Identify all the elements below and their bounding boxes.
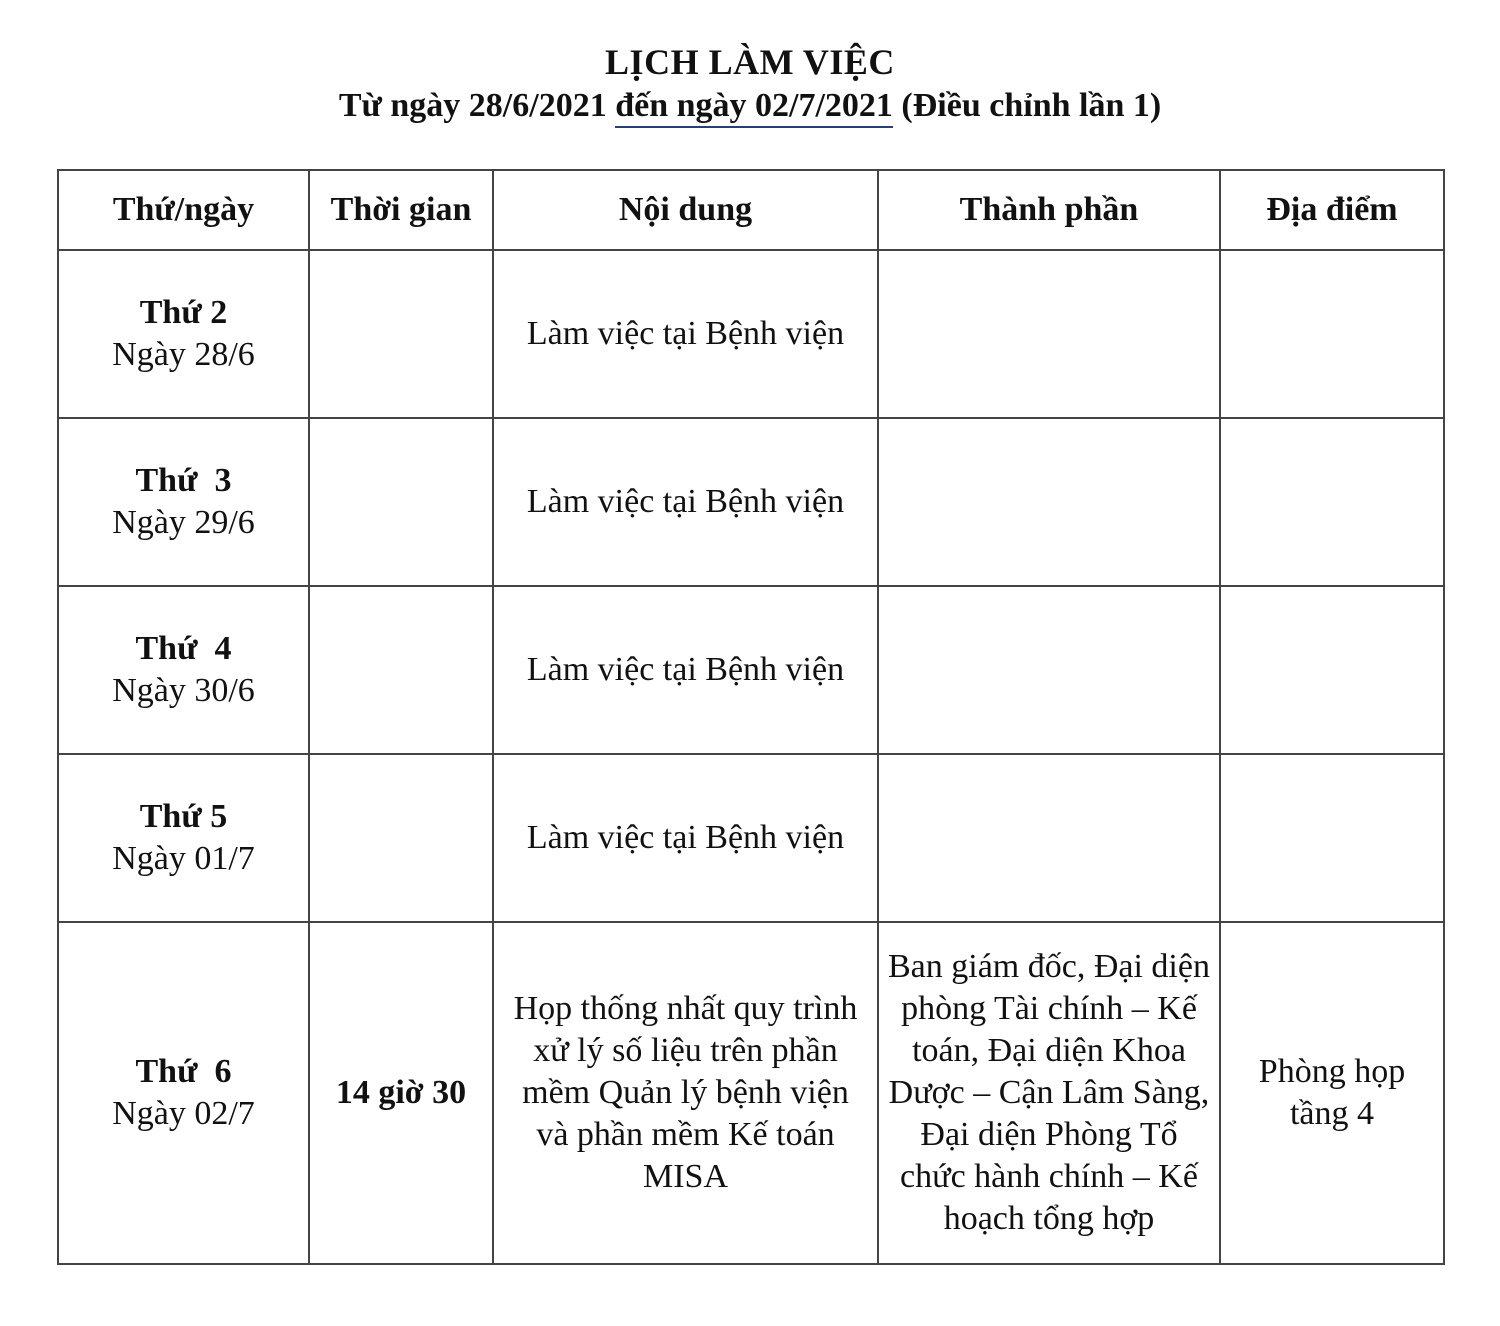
header-day: Thứ/ngày (58, 170, 309, 250)
header-content: Nội dung (493, 170, 878, 250)
cell-participants: Ban giám đốc, Đại diện phòng Tài chính – Kế toán, Đại diện Khoa Dược – Cận Lâm Sàng, Đại diện Phòng Tổ chức hành chính – Kế hoạch tổng hợp (878, 922, 1220, 1264)
table-header-row (58, 170, 1444, 250)
table-row (58, 418, 1444, 586)
subtitle-end: (Điều chỉnh lần 1) (892, 87, 1162, 124)
day-date: Ngày 30/6 (112, 672, 255, 709)
cell-time (309, 586, 493, 754)
header-location: Địa điểm (1220, 170, 1444, 250)
day-name: Thứ 5 (139, 798, 228, 835)
cell-content: Họp thống nhất quy trình xử lý số liệu trên phần mềm Quản lý bệnh viện và phần mềm Kế toán MISA (493, 922, 878, 1264)
subtitle-underlined: đến ngày 02/7/2021 (615, 87, 893, 128)
cell-participants (878, 418, 1220, 586)
cell-content: Làm việc tại Bệnh viện (493, 754, 878, 922)
cell-location: Phòng họp tầng 4 (1220, 922, 1444, 1264)
table-row (58, 754, 1444, 922)
cell-time (309, 250, 493, 418)
cell-location (1220, 586, 1444, 754)
cell-day (58, 250, 309, 418)
header-participants: Thành phần (878, 170, 1220, 250)
cell-day (58, 922, 309, 1264)
day-name: Thứ 6 (135, 1053, 232, 1090)
cell-content: Làm việc tại Bệnh viện (493, 586, 878, 754)
cell-time (309, 418, 493, 586)
day-date: Ngày 01/7 (112, 840, 255, 877)
cell-location (1220, 418, 1444, 586)
day-name: Thứ 3 (135, 462, 232, 499)
table-row (58, 586, 1444, 754)
cell-day (58, 418, 309, 586)
day-name: Thứ 2 (139, 294, 228, 331)
day-date: Ngày 28/6 (112, 336, 255, 373)
day-date: Ngày 02/7 (112, 1095, 255, 1132)
day-name: Thứ 4 (135, 630, 232, 667)
cell-time (309, 754, 493, 922)
cell-location (1220, 754, 1444, 922)
schedule-table (57, 169, 1445, 1265)
cell-content: Làm việc tại Bệnh viện (493, 250, 878, 418)
cell-content: Làm việc tại Bệnh viện (493, 418, 878, 586)
document-title: LỊCH LÀM VIỆC (605, 42, 895, 82)
cell-location (1220, 250, 1444, 418)
header-time: Thời gian (309, 170, 493, 250)
table-row (58, 250, 1444, 418)
cell-day (58, 754, 309, 922)
cell-participants (878, 754, 1220, 922)
document-header (0, 40, 1500, 128)
table-row (58, 922, 1444, 1264)
cell-participants (878, 586, 1220, 754)
cell-participants (878, 250, 1220, 418)
cell-time: 14 giờ 30 (309, 922, 493, 1264)
document-subtitle (339, 84, 1161, 128)
day-date: Ngày 29/6 (112, 504, 255, 541)
subtitle-start: Từ ngày 28/6/2021 (338, 87, 616, 124)
cell-day (58, 586, 309, 754)
